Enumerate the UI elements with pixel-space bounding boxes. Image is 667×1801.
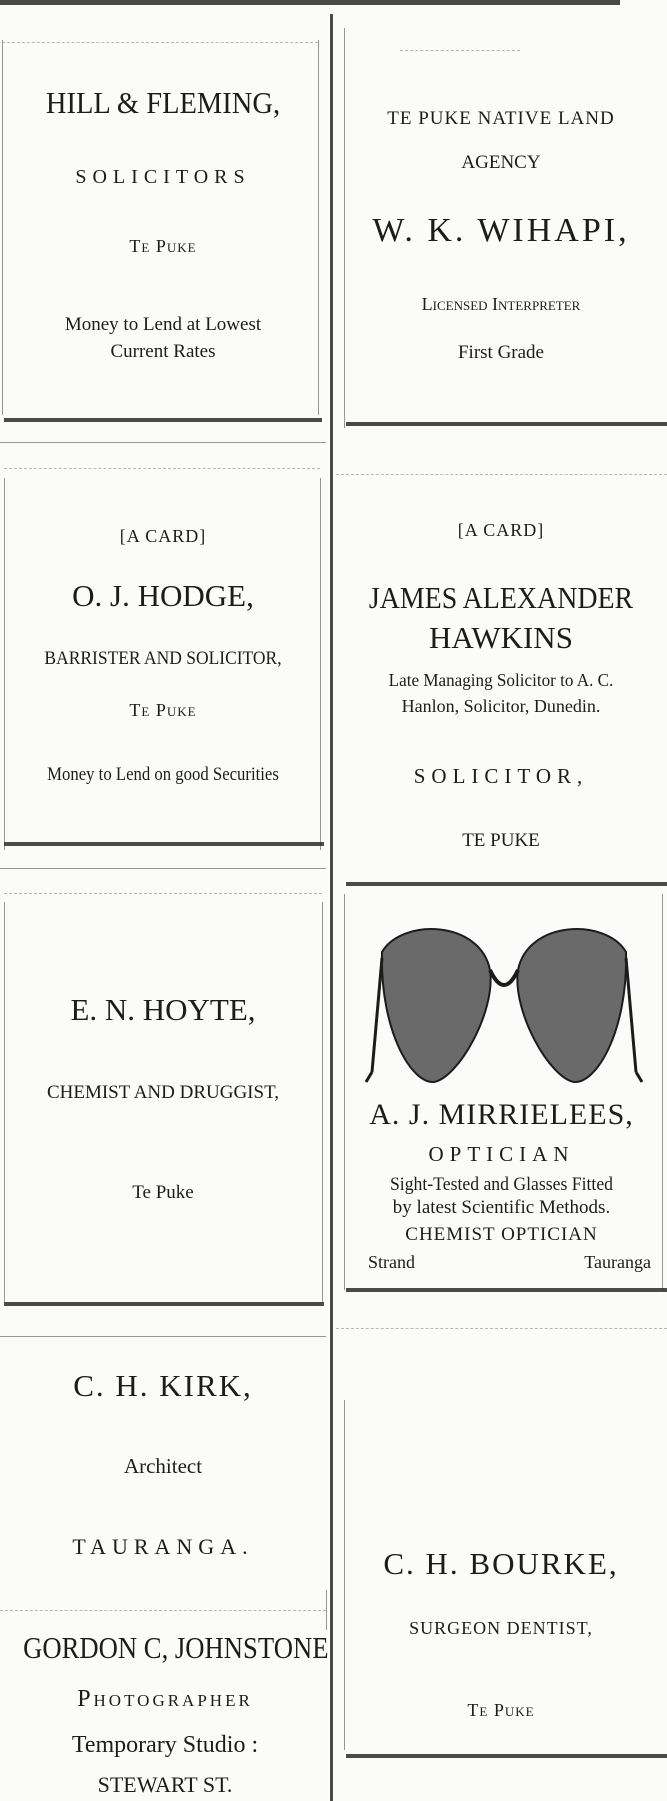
ad-text-line: Money to Lend at Lowest <box>64 314 262 335</box>
ad-text-line: Late Managing Solicitor to A. C. <box>388 670 614 690</box>
ad-bottom-rule <box>4 842 324 846</box>
ad-hill-fleming <box>0 40 326 430</box>
ad-role: SOLICITORS <box>75 166 251 188</box>
top-rule <box>0 0 620 5</box>
ad-card-label: [A CARD] <box>119 526 207 546</box>
ad-title: HILL & FLEMING, <box>45 85 281 120</box>
ad-bottom-rule <box>4 1302 324 1306</box>
ad-text-line: TE PUKE NATIVE LAND <box>387 108 615 129</box>
column-divider <box>330 14 333 1801</box>
ad-title: C. H. KIRK, <box>73 1368 253 1403</box>
ad-wihapi <box>336 40 666 430</box>
spectacles-icon <box>362 922 646 1118</box>
ad-role: SURGEON DENTIST, <box>409 1618 593 1638</box>
ad-place: TE PUKE <box>462 830 540 851</box>
ad-bottom-rule <box>346 1754 667 1758</box>
ad-text-line: Sight-Tested and Glasses Fitted <box>389 1174 614 1195</box>
ad-separator <box>336 474 667 475</box>
ad-top-border <box>4 468 320 469</box>
ad-johnstone <box>0 1618 330 1801</box>
ad-bottom-rule <box>346 882 667 886</box>
ad-role: Photographer <box>77 1686 253 1712</box>
ad-place: Te Puke <box>132 1182 194 1203</box>
ad-mirrielees <box>336 890 667 1290</box>
ad-title: HAWKINS <box>429 620 573 655</box>
ad-title: W. K. WIHAPI, <box>372 212 630 249</box>
ad-top-border <box>4 893 322 894</box>
ad-bourke <box>336 1400 666 1750</box>
ad-place: TAURANGA. <box>72 1534 254 1559</box>
ad-hoyte <box>0 900 326 1300</box>
ad-separator <box>0 1610 326 1611</box>
ad-role: Licensed Interpreter <box>421 294 581 314</box>
ad-text-line: CHEMIST OPTICIAN <box>405 1224 598 1245</box>
ad-role: Architect <box>123 1454 203 1478</box>
ad-street: Strand <box>368 1252 415 1272</box>
ad-role: SOLICITOR, <box>413 764 589 788</box>
ad-text-line: First Grade <box>457 342 544 363</box>
ad-separator <box>0 442 326 443</box>
ad-role: CHEMIST AND DRUGGIST, <box>46 1082 280 1103</box>
ad-place: Te Puke <box>129 236 197 256</box>
ad-title: GORDON C, JOHNSTONE <box>23 1630 329 1665</box>
ad-text-line: STEWART ST. <box>97 1772 233 1797</box>
ad-text-line: Money to Lend on good Securities <box>47 764 279 785</box>
ad-text-line: Current Rates <box>110 341 216 362</box>
ad-text-line: AGENCY <box>461 152 541 173</box>
ad-kirk <box>0 1336 326 1606</box>
ad-title: O. J. HODGE, <box>72 578 254 613</box>
ad-hodge <box>0 470 326 850</box>
ad-text-line: by latest Scientific Methods. <box>392 1197 611 1218</box>
ad-title: C. H. BOURKE, <box>383 1546 619 1581</box>
ad-title: E. N. HOYTE, <box>70 992 256 1027</box>
ad-hawkins <box>336 480 666 880</box>
ad-role: OPTICIAN <box>428 1142 575 1166</box>
ad-text-line: Temporary Studio : <box>71 1732 259 1758</box>
ad-bottom-rule <box>4 418 322 422</box>
ad-place: Te Puke <box>467 1700 535 1720</box>
ad-title: A. J. MIRRIELEES, <box>369 1098 634 1131</box>
ad-separator <box>0 868 326 869</box>
ad-title: JAMES ALEXANDER <box>368 580 634 615</box>
ad-bottom-rule <box>346 1288 667 1292</box>
ad-card-label: [A CARD] <box>457 520 545 540</box>
ad-separator <box>336 1328 667 1329</box>
ad-bottom-rule <box>346 422 667 426</box>
ad-town: Tauranga <box>584 1252 651 1272</box>
ad-text-line: Hanlon, Solicitor, Dunedin. <box>401 696 601 716</box>
ad-role: BARRISTER AND SOLICITOR, <box>44 648 282 669</box>
ad-place: Te Puke <box>129 700 197 720</box>
